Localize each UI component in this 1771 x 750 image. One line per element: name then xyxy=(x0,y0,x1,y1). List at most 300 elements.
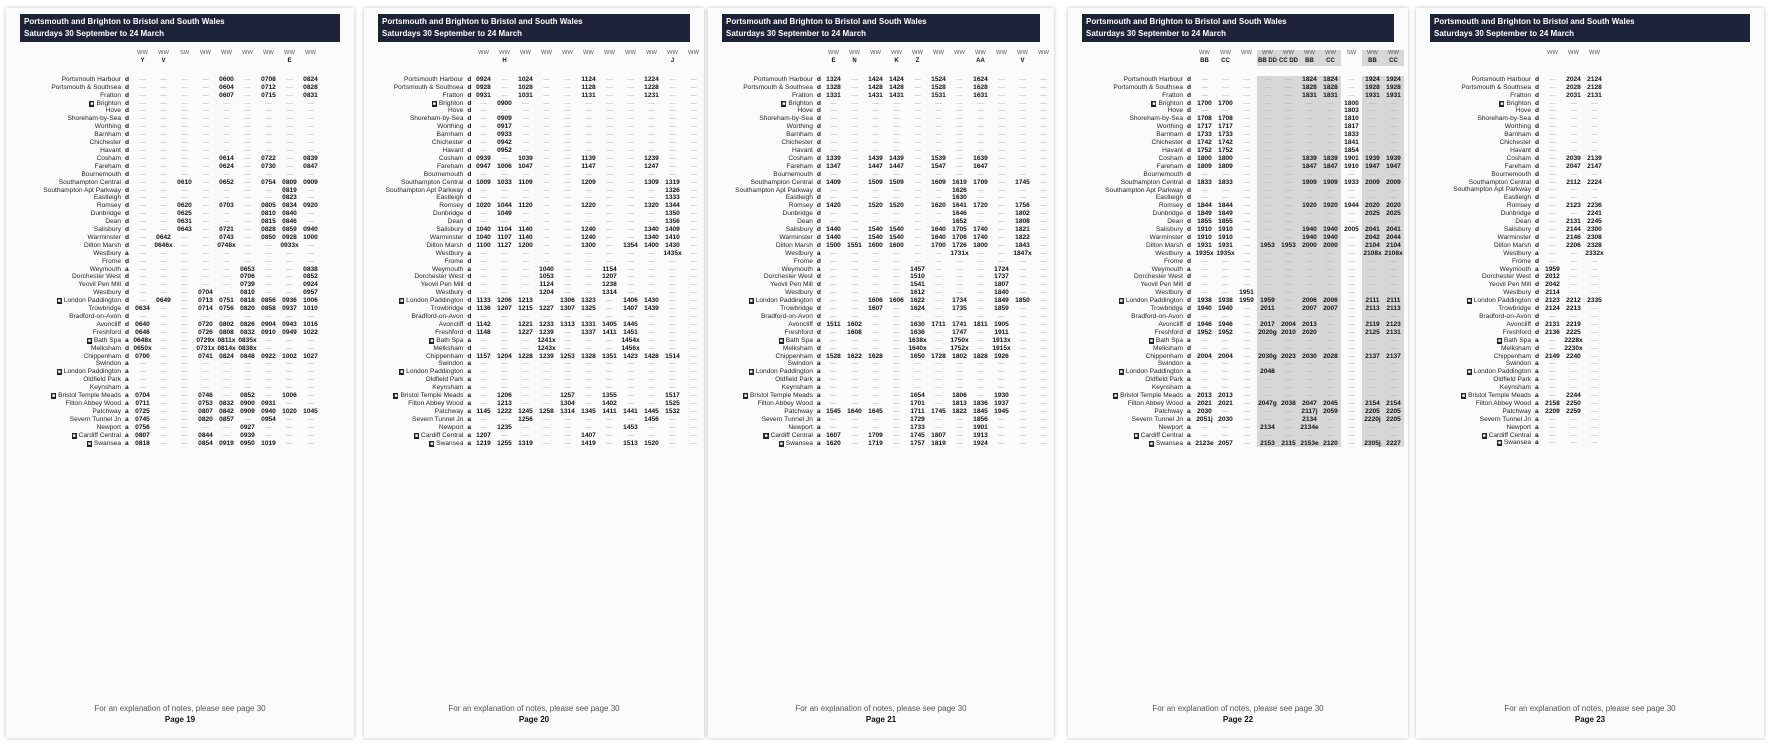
time-cell: — xyxy=(244,115,251,123)
station-label: Havant xyxy=(1162,146,1183,154)
time-cell: — xyxy=(480,344,487,352)
time-cell: 1040 xyxy=(539,265,554,273)
time-cell: — xyxy=(851,131,858,139)
time-cell: 1811 xyxy=(973,320,988,328)
page-header xyxy=(1430,14,1750,42)
station-row xyxy=(20,281,321,289)
station-label: Dean xyxy=(1167,218,1183,226)
arr-dep-marker: a xyxy=(125,368,129,376)
arr-dep-marker: d xyxy=(467,99,472,107)
time-cell: 0919 xyxy=(219,439,234,447)
time-cell: 1806 xyxy=(952,392,967,400)
station-row xyxy=(378,84,704,92)
time-cell: — xyxy=(830,313,837,320)
time-cell: — xyxy=(872,131,879,139)
time-cell: — xyxy=(627,233,634,241)
time-cell: — xyxy=(1362,360,1383,368)
time-cell: — xyxy=(1201,281,1208,289)
station-name xyxy=(1430,131,1534,139)
station-row xyxy=(722,273,1054,281)
time-cell: — xyxy=(872,368,879,376)
time-cell: 1256 xyxy=(518,415,533,423)
time-cell: 0652 xyxy=(219,178,234,186)
station-row xyxy=(378,392,704,400)
service-note: CC xyxy=(1383,58,1404,66)
time-cell: 1009 xyxy=(476,178,491,186)
time-cell: — xyxy=(1040,384,1047,392)
time-cell: — xyxy=(543,154,550,162)
time-cell: — xyxy=(286,123,293,131)
station-name xyxy=(20,210,124,218)
time-cell: 2004 xyxy=(1218,352,1233,360)
time-cell: 1905 xyxy=(994,320,1009,328)
time-cell: 1735 xyxy=(952,305,967,313)
station-name xyxy=(1082,147,1186,155)
station-row xyxy=(1430,289,1605,297)
station-label: Melksham xyxy=(90,344,121,352)
station-label: Bradford-on-Avon xyxy=(69,313,121,320)
arr-dep-marker: d xyxy=(1535,344,1540,352)
header-spacer xyxy=(466,58,473,66)
time-cell: — xyxy=(914,210,921,218)
time-cell: — xyxy=(1320,368,1341,376)
time-cell: — xyxy=(690,297,697,305)
time-cell: 1333 xyxy=(665,194,680,202)
time-cell: — xyxy=(998,123,1005,131)
connection-icon: ■ xyxy=(1119,298,1123,305)
connection-icon: ■ xyxy=(764,432,768,439)
time-cell: 1044 xyxy=(497,202,512,210)
time-cell: 0828 xyxy=(303,83,318,91)
time-cell: — xyxy=(627,162,634,170)
station-name xyxy=(722,440,816,448)
arr-dep-marker: d xyxy=(1535,218,1540,226)
time-cell: — xyxy=(648,336,655,344)
time-cell: — xyxy=(1362,345,1383,353)
time-cell: — xyxy=(244,241,251,249)
time-cell: — xyxy=(851,99,858,107)
time-cell: — xyxy=(564,226,571,234)
station-name xyxy=(378,100,466,108)
time-cell: 2028 xyxy=(1320,353,1341,361)
time-cell: — xyxy=(1040,305,1047,313)
timetable xyxy=(20,50,321,447)
time-cell: 1243x xyxy=(537,344,556,352)
time-cell: — xyxy=(998,162,1005,170)
station-row xyxy=(1430,234,1605,242)
time-cell: 0731x xyxy=(196,344,215,352)
time-cell: — xyxy=(893,289,900,297)
station-row xyxy=(20,266,321,274)
time-cell: — xyxy=(1362,171,1383,179)
time-cell: — xyxy=(585,249,592,257)
station-name xyxy=(722,250,816,258)
time-cell: 2228x xyxy=(1564,336,1583,344)
station-name xyxy=(20,218,124,226)
station-row xyxy=(1430,297,1605,305)
time-cell: — xyxy=(543,178,550,186)
station-name xyxy=(1430,171,1534,179)
time-cell: 1819 xyxy=(931,439,946,447)
time-cell: — xyxy=(543,146,550,154)
time-cell: — xyxy=(480,170,487,178)
timetable xyxy=(722,50,1054,447)
station-label: Avoncliff xyxy=(1506,320,1531,328)
arr-dep-marker: d xyxy=(467,289,472,297)
time-cell: — xyxy=(1299,384,1320,392)
time-cell: 1924 xyxy=(1383,76,1404,84)
station-name xyxy=(1430,360,1534,368)
time-cell: 0818 xyxy=(240,297,255,305)
time-cell: — xyxy=(522,257,529,265)
time-cell: — xyxy=(1019,123,1026,131)
time-cell: — xyxy=(585,392,592,400)
time-cell: — xyxy=(1570,115,1577,123)
page-footer xyxy=(1068,704,1408,724)
time-cell: 2128 xyxy=(1587,83,1602,91)
station-row xyxy=(1082,416,1404,424)
time-cell: 0820 xyxy=(240,305,255,313)
station-name xyxy=(1430,353,1534,361)
time-cell: 1847 xyxy=(1299,163,1320,171)
arr-dep-marker: d xyxy=(1535,297,1540,305)
time-cell: 1947 xyxy=(1383,163,1404,171)
station-name xyxy=(1082,329,1186,337)
station-row xyxy=(1082,218,1404,226)
time-cell: — xyxy=(522,139,529,147)
time-cell: 1104 xyxy=(497,226,512,234)
time-cell: — xyxy=(181,154,188,162)
time-cell: 0725 xyxy=(135,407,150,415)
time-cell: 1647 xyxy=(973,162,988,170)
time-cell: — xyxy=(1243,178,1250,186)
time-cell: — xyxy=(1348,249,1355,257)
time-cell: 1020 xyxy=(476,202,491,210)
time-cell: — xyxy=(1549,344,1556,352)
time-cell: — xyxy=(648,423,655,431)
time-cell: — xyxy=(1257,147,1278,155)
station-name xyxy=(378,305,466,313)
time-cell: — xyxy=(977,99,984,107)
time-cell: — xyxy=(522,281,529,289)
time-cell: — xyxy=(1278,289,1299,297)
time-cell: — xyxy=(1222,194,1229,202)
time-cell: — xyxy=(1019,392,1026,400)
time-cell: 1517 xyxy=(665,392,680,400)
time-cell: — xyxy=(286,313,293,320)
time-cell: — xyxy=(181,146,188,154)
time-cell: 2020 xyxy=(1299,329,1320,337)
time-cell: — xyxy=(181,115,188,123)
time-cell: — xyxy=(956,313,963,320)
time-cell: — xyxy=(564,336,571,344)
station-row xyxy=(378,194,704,202)
time-cell: — xyxy=(1257,360,1278,368)
time-cell: — xyxy=(1383,107,1404,115)
time-cell: — xyxy=(1278,266,1299,274)
arr-dep-marker: d xyxy=(1187,99,1192,107)
time-cell: — xyxy=(1549,415,1556,423)
station-name xyxy=(1082,273,1186,281)
time-cell: — xyxy=(244,376,251,384)
time-cell: — xyxy=(160,218,167,226)
station-row xyxy=(1082,155,1404,163)
time-cell: 0807 xyxy=(198,407,213,415)
time-cell: 1528 xyxy=(931,83,946,91)
arr-dep-marker: d xyxy=(816,352,821,360)
station-name xyxy=(378,266,466,274)
time-cell: — xyxy=(202,131,209,139)
time-cell: 1326 xyxy=(665,186,680,194)
time-cell: 1331 xyxy=(826,91,841,99)
time-cell: — xyxy=(1040,320,1047,328)
time-cell: — xyxy=(851,376,858,384)
time-cell: — xyxy=(935,170,942,178)
time-cell: — xyxy=(1383,392,1404,400)
station-label: Cosham xyxy=(1158,154,1183,162)
time-cell: — xyxy=(181,423,188,431)
time-cell: — xyxy=(181,399,188,407)
time-cell: 0936 xyxy=(282,297,297,305)
station-label: Dorchester West xyxy=(763,273,813,281)
time-cell: — xyxy=(522,399,529,407)
time-cell: — xyxy=(543,99,550,107)
time-cell: 2030 xyxy=(1218,415,1233,423)
time-cell: 2205 xyxy=(1362,408,1383,416)
time-cell: — xyxy=(265,123,272,131)
time-cell: 1207 xyxy=(602,273,617,281)
time-cell: — xyxy=(181,336,188,344)
time-cell: — xyxy=(1040,115,1047,123)
time-cell: — xyxy=(977,131,984,139)
time-cell: — xyxy=(690,368,697,376)
time-cell: — xyxy=(1019,170,1026,178)
station-label: Chichester xyxy=(1499,139,1531,147)
time-cell: 0840 xyxy=(282,210,297,218)
station-name xyxy=(1430,226,1534,234)
time-cell: 0708 xyxy=(261,75,276,83)
time-cell: — xyxy=(690,241,697,249)
station-row xyxy=(722,115,1054,123)
time-cell: 0743 xyxy=(219,233,234,241)
time-cell: 0819 xyxy=(282,186,297,194)
time-cell: — xyxy=(669,273,676,281)
time-cell: 0846 xyxy=(282,218,297,226)
time-cell: — xyxy=(1320,218,1341,226)
time-cell: — xyxy=(1383,360,1404,368)
station-row xyxy=(1430,368,1605,376)
arr-dep-marker: d xyxy=(1535,83,1540,91)
arr-dep-marker: d xyxy=(816,146,821,154)
time-cell: — xyxy=(307,146,314,154)
time-cell: — xyxy=(181,162,188,170)
station-name xyxy=(20,408,124,416)
station-row xyxy=(1430,131,1605,139)
time-cell: 2131 xyxy=(1566,218,1581,226)
time-cell: 1938 xyxy=(1218,297,1233,305)
time-cell: — xyxy=(181,241,188,249)
time-cell: — xyxy=(956,162,963,170)
time-cell: — xyxy=(956,289,963,297)
arr-dep-marker: d xyxy=(816,83,821,91)
station-name xyxy=(1430,392,1534,400)
time-cell: 1953 xyxy=(1257,242,1278,250)
time-cell: — xyxy=(1243,123,1250,131)
time-cell: — xyxy=(627,265,634,273)
time-cell: 1328 xyxy=(826,83,841,91)
station-row xyxy=(1430,424,1605,432)
station-label: Worthing xyxy=(437,123,464,131)
time-cell: — xyxy=(1201,107,1208,115)
time-cell: 0952 xyxy=(497,146,512,154)
time-cell: — xyxy=(543,83,550,91)
time-cell: 2047 xyxy=(1299,400,1320,408)
time-cell: — xyxy=(851,415,858,423)
time-cell: 0927 xyxy=(240,423,255,431)
time-cell: 1740 xyxy=(973,233,988,241)
time-cell: 1841 xyxy=(1344,139,1359,147)
arr-dep-marker: d xyxy=(1535,202,1540,210)
time-cell: 0748x xyxy=(217,241,236,249)
arr-dep-marker: d xyxy=(125,289,130,297)
spacer-cell xyxy=(722,66,1054,76)
station-label: Portsmouth Harbour xyxy=(753,75,813,83)
time-cell: — xyxy=(851,423,858,431)
time-cell: — xyxy=(1243,210,1250,218)
connection-icon: ■ xyxy=(52,393,56,400)
time-cell: — xyxy=(606,249,613,257)
time-cell: 1239 xyxy=(539,328,554,336)
station-row xyxy=(1430,242,1605,250)
time-cell: — xyxy=(1570,186,1577,194)
time-cell: — xyxy=(956,107,963,115)
time-cell: — xyxy=(286,257,293,265)
time-cell: 1940 xyxy=(1197,305,1212,313)
time-cell: 1430 xyxy=(665,241,680,249)
arr-dep-marker: d xyxy=(1187,139,1192,147)
operator-code: WW xyxy=(200,50,211,56)
time-cell: — xyxy=(543,139,550,147)
time-cell: — xyxy=(1278,194,1299,202)
time-cell: — xyxy=(690,376,697,384)
time-cell: — xyxy=(893,281,900,289)
time-cell: — xyxy=(1549,210,1556,218)
time-cell: — xyxy=(1299,139,1320,147)
arr-dep-marker: d xyxy=(1187,146,1192,154)
time-cell: — xyxy=(1570,99,1577,107)
time-cell: — xyxy=(286,384,293,392)
time-cell: — xyxy=(648,376,655,384)
time-cell: — xyxy=(998,360,1005,368)
time-cell: — xyxy=(851,194,858,202)
time-cell: — xyxy=(606,360,613,368)
time-cell: — xyxy=(1570,376,1577,384)
time-cell: — xyxy=(244,313,251,320)
time-cell: — xyxy=(585,399,592,407)
time-cell: 1424 xyxy=(868,75,883,83)
time-cell: — xyxy=(1348,233,1355,241)
time-cell: — xyxy=(851,313,858,320)
station-row xyxy=(1430,92,1605,100)
time-cell: — xyxy=(1362,376,1383,384)
time-cell: — xyxy=(1299,250,1320,258)
time-cell: — xyxy=(265,336,272,344)
time-cell: 2335 xyxy=(1587,297,1602,305)
time-cell: 2119 xyxy=(1362,321,1383,329)
time-cell: 2332x xyxy=(1585,249,1604,257)
time-cell: — xyxy=(1019,273,1026,281)
time-cell: — xyxy=(202,257,209,265)
time-cell: — xyxy=(1040,131,1047,139)
time-cell: — xyxy=(1201,368,1208,376)
time-cell: — xyxy=(1257,210,1278,218)
time-cell: — xyxy=(202,384,209,392)
station-name xyxy=(378,329,466,337)
time-cell: — xyxy=(1320,416,1341,424)
arr-dep-marker: a xyxy=(1535,431,1539,439)
time-cell: — xyxy=(244,257,251,265)
time-cell: — xyxy=(935,146,942,154)
station-row xyxy=(1082,187,1404,195)
station-row xyxy=(20,321,321,329)
time-cell: — xyxy=(935,360,942,368)
time-cell: — xyxy=(543,202,550,210)
station-row xyxy=(20,345,321,353)
station-label: London Paddington xyxy=(1473,297,1531,305)
time-cell: — xyxy=(1243,146,1250,154)
time-cell: — xyxy=(914,131,921,139)
station-row xyxy=(20,100,321,108)
station-row xyxy=(1082,242,1404,250)
time-cell: — xyxy=(606,233,613,241)
station-label: Melksham xyxy=(433,344,464,352)
time-cell: — xyxy=(1348,305,1355,313)
time-cell: 2212 xyxy=(1566,297,1581,305)
time-cell: — xyxy=(307,360,314,368)
time-cell: — xyxy=(1201,336,1208,344)
time-cell: — xyxy=(1257,218,1278,226)
time-cell: 1606 xyxy=(889,297,904,305)
time-cell: 1541 xyxy=(910,281,925,289)
time-cell: — xyxy=(480,313,487,320)
arr-dep-marker: d xyxy=(467,297,472,305)
time-cell: 1509 xyxy=(868,178,883,186)
station-row xyxy=(378,234,704,242)
time-cell: — xyxy=(1591,344,1598,352)
time-cell: 2047 xyxy=(1566,162,1581,170)
arr-dep-marker: a xyxy=(1535,368,1539,376)
station-name xyxy=(1430,179,1534,187)
station-name xyxy=(378,202,466,210)
station-name xyxy=(1082,139,1186,147)
time-cell: — xyxy=(1243,392,1250,400)
station-name xyxy=(722,84,816,92)
time-cell: — xyxy=(244,218,251,226)
station-label: Filton Abbey Wood xyxy=(1475,399,1531,407)
time-cell: — xyxy=(977,210,984,218)
time-cell: — xyxy=(1257,408,1278,416)
arr-dep-marker: d xyxy=(1187,115,1192,123)
time-cell: — xyxy=(935,423,942,431)
time-cell: — xyxy=(564,249,571,257)
time-cell: — xyxy=(648,170,655,178)
time-cell: — xyxy=(181,186,188,194)
time-cell: 2131 xyxy=(1545,320,1560,328)
station-label: Keynsham xyxy=(1499,384,1531,392)
time-cell: — xyxy=(956,439,963,447)
station-label: Fareham xyxy=(436,162,464,170)
station-label: Fratton xyxy=(442,91,464,99)
